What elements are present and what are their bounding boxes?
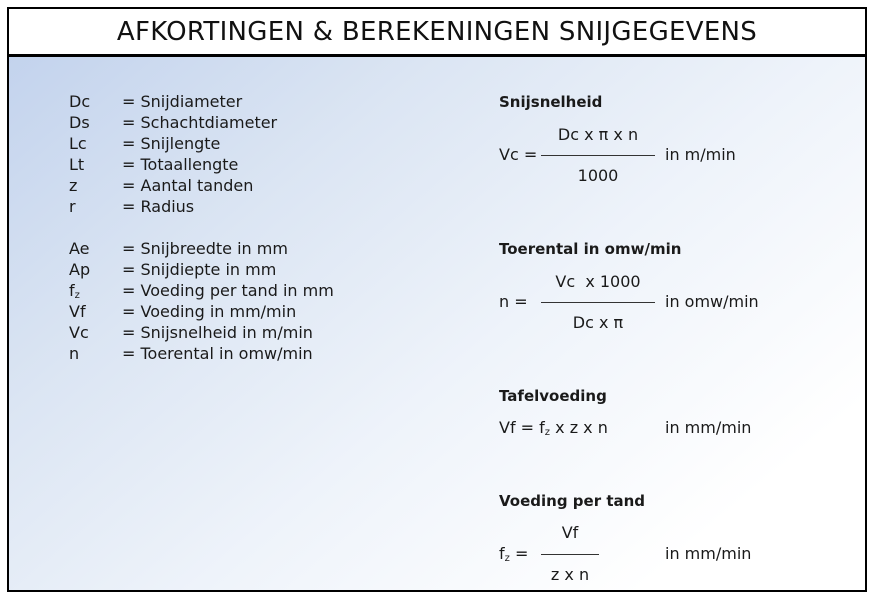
formula-heading: Snijsnelheid (499, 93, 603, 111)
abbreviation-symbol: Vc (69, 323, 89, 342)
formula-unit: in mm/min (665, 544, 752, 563)
abbreviation-symbol: Dc (69, 92, 91, 111)
abbreviation-description: = Toerental in omw/min (122, 344, 313, 363)
formula-denominator: z x n (550, 565, 590, 584)
formula-heading: Voeding per tand (499, 492, 646, 510)
formula-unit: in m/min (665, 145, 736, 164)
abbreviation-symbol: Lt (69, 155, 85, 174)
formula-numerator: Vf (561, 523, 579, 542)
page-title: AFKORTINGEN & BEREKENINGEN SNIJGEGEVENS (116, 16, 758, 47)
formula-numerator: Vc x 1000 (555, 272, 641, 291)
formula-heading: Tafelvoeding (499, 387, 607, 405)
title-bar (9, 9, 865, 57)
fraction-line (541, 155, 655, 156)
fraction-line (541, 302, 655, 303)
formula-denominator: 1000 (577, 166, 619, 185)
abbreviation-symbol: Ap (69, 260, 91, 279)
formula-heading: Toerental in omw/min (499, 240, 682, 258)
abbreviation-description: = Aantal tanden (122, 176, 254, 195)
formula-unit: in mm/min (665, 418, 752, 437)
formula-lhs: n = (499, 292, 528, 311)
formula-lhs: Vc = (499, 145, 538, 164)
abbreviation-description: = Totaallengte (122, 155, 239, 174)
abbreviation-symbol: Vf (69, 302, 86, 321)
abbreviation-description: = Schachtdiameter (122, 113, 278, 132)
formula-expression: $Vf = f_z$ x z x n (499, 418, 608, 438)
abbreviation-description: = Snijbreedte in mm (122, 239, 288, 258)
abbreviation-symbol: z (69, 176, 78, 195)
fraction-line (541, 554, 599, 555)
abbreviation-description: = Voeding in mm/min (122, 302, 297, 321)
abbreviation-symbol: Ae (69, 239, 90, 258)
abbreviation-symbol: Lc (69, 134, 87, 153)
abbreviation-symbol: Ds (69, 113, 90, 132)
formula-numerator: Dc x π x n (557, 125, 639, 144)
abbreviation-symbol: $f_z$ (69, 281, 80, 301)
content-panel (9, 57, 865, 590)
abbreviation-description: = Snijdiepte in mm (122, 260, 277, 279)
abbreviation-description: = Radius (122, 197, 195, 216)
document-frame (7, 7, 867, 592)
abbreviation-description: = Voeding per tand in mm (122, 281, 334, 300)
abbreviation-symbol: r (69, 197, 76, 216)
abbreviation-description: = Snijsnelheid in m/min (122, 323, 313, 342)
formula-lhs: $f_z$ = (499, 544, 529, 564)
abbreviation-description: = Snijlengte (122, 134, 221, 153)
abbreviation-description: = Snijdiameter (122, 92, 243, 111)
formula-denominator: Dc x π (572, 313, 624, 332)
formula-unit: in omw/min (665, 292, 759, 311)
abbreviation-symbol: n (69, 344, 80, 363)
